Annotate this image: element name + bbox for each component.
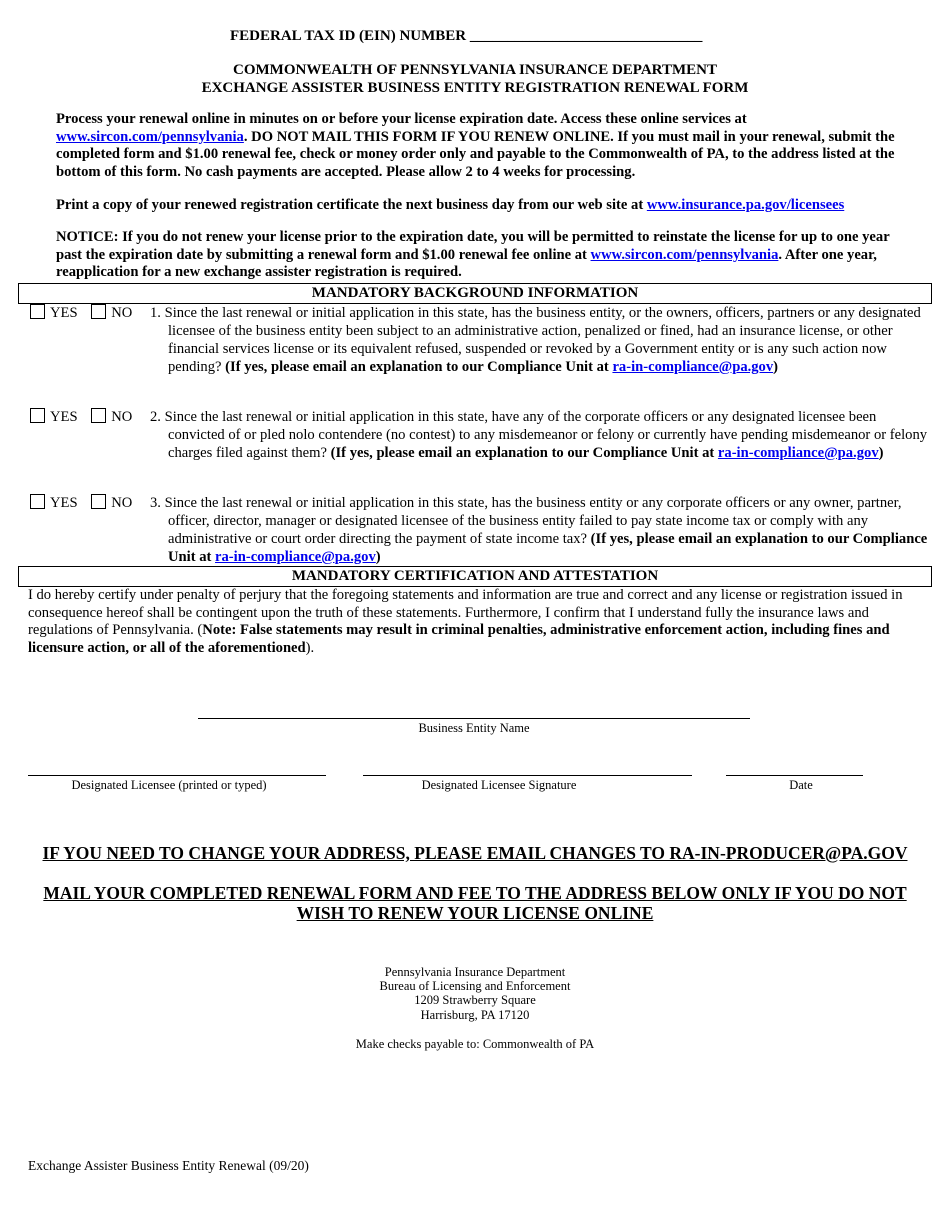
question-3: 3. Since the last renewal or initial application in this state, has the business entity or any corporate officers or any owner, partner, officer, director, manager or designated licensee of the business entity failed to pay state income tax or comply with any administrative or court order directing the payment of state income tax? (If yes, please email an explanation to our Compliance Unit at ra-in-compliance@pa.gov) <box>150 495 928 565</box>
form-title-line1: COMMONWEALTH OF PENNSYLVANIA INSURANCE DEPARTMENT <box>233 62 717 78</box>
form-footer-id: Exchange Assister Business Entity Renewal (09/20) <box>28 1158 309 1173</box>
address-line-4: Harrisburg, PA 17120 <box>420 1008 530 1022</box>
date-label: Date <box>789 778 813 792</box>
notice-paragraph: NOTICE: If you do not renew your license prior to the expiration date, you will be permitted to reinstate the license for up to one year past the expiration date by submitting a renewal form and $1.00 renewal fee online at www.sircon.com/pennsylvania. After one year, reapplication for a new exchange assister registration is required. <box>56 229 890 281</box>
licensees-link[interactable]: www.insurance.pa.gov/licensees <box>646 197 845 213</box>
address-change-notice: IF YOU NEED TO CHANGE YOUR ADDRESS, PLEASE EMAIL CHANGES TO RA-IN-PRODUCER@PA.GOV <box>42 843 908 863</box>
yes-label: YES <box>50 305 78 321</box>
intro-paragraph-1: Process your renewal online in minutes on or before your license expiration date. Access these online services at www.sircon.com/pennsylvania. DO NOT MAIL THIS FORM IF YOU RENEW ONLINE. If you must mail in your renewal, submit the completed form and $1.00 renewal fee, check or money order only and payable to the Commonwealth of PA, to the address listed at the bottom of this form. No cash payments are accepted. Please allow 2 to 4 weeks for processing. <box>56 111 895 180</box>
certification-text: I do hereby certify under penalty of perjury that the foregoing statements and information are true and correct and any license or registration issued in consequence hereof shall be contingent upon the truth of these statements. Furthermore, I confirm that I understand fully the insurance laws and regulations of Pennsylvania. (Note: False statements may result in criminal penalties, administrative enforcement action, including fines and licensure action, or all of the aforementioned). <box>28 587 903 656</box>
q3-no-checkbox[interactable] <box>91 494 106 509</box>
address-line-2: Bureau of Licensing and Enforcement <box>379 979 571 993</box>
q2-answer-group <box>30 408 132 426</box>
q2-yes-checkbox[interactable] <box>30 408 45 423</box>
mail-notice-line2: WISH TO RENEW YOUR LICENSE ONLINE <box>296 903 654 923</box>
date-line[interactable] <box>726 775 863 776</box>
ein-number-field[interactable]: FEDERAL TAX ID (EIN) NUMBER _______________________________ <box>230 28 703 44</box>
q2-no-checkbox[interactable] <box>91 408 106 423</box>
licensee-signature-label: Designated Licensee Signature <box>421 778 577 792</box>
yes-label: YES <box>50 495 78 511</box>
compliance-email-link-q3[interactable]: ra-in-compliance@pa.gov <box>215 549 376 565</box>
q1-no-checkbox[interactable] <box>91 304 106 319</box>
address-line-3: 1209 Strawberry Square <box>414 993 536 1007</box>
licensee-signature-line[interactable] <box>363 775 692 776</box>
compliance-email-link-q2[interactable]: ra-in-compliance@pa.gov <box>717 445 879 461</box>
checks-payable-text: Make checks payable to: Commonwealth of PA <box>355 1037 595 1051</box>
yes-label: YES <box>50 409 78 425</box>
no-label: NO <box>111 495 133 511</box>
mail-notice-line1: MAIL YOUR COMPLETED RENEWAL FORM AND FEE TO THE ADDRESS BELOW ONLY IF YOU DO NOT <box>43 883 907 903</box>
licensee-printed-label: Designated Licensee (printed or typed) <box>71 778 267 792</box>
certification-section-heading: MANDATORY CERTIFICATION AND ATTESTATION <box>18 566 932 587</box>
address-line-1: Pennsylvania Insurance Department <box>384 965 566 979</box>
q3-answer-group <box>30 494 132 512</box>
no-label: NO <box>111 305 133 321</box>
sircon-link[interactable]: www.sircon.com/pennsylvania <box>56 128 244 145</box>
q1-yes-checkbox[interactable] <box>30 304 45 319</box>
q1-answer-group <box>30 304 132 322</box>
form-title-line2: EXCHANGE ASSISTER BUSINESS ENTITY REGISTRATION RENEWAL FORM <box>201 80 749 96</box>
licensee-printed-line[interactable] <box>28 775 326 776</box>
compliance-email-link-q1[interactable]: ra-in-compliance@pa.gov <box>612 359 774 375</box>
question-1: 1. Since the last renewal or initial application in this state, has the business entity, or the owners, officers, partners or any designated licensee of the business entity been subject to an administrative action, penalized or fined, had an insurance license, or other financial services license or its equivalent refused, suspended or revoked by a Government entity or is any such action now pending? (If yes, please email an explanation to our Compliance Unit at ra-in-compliance@pa.gov) <box>150 305 921 375</box>
sircon-link-notice[interactable]: www.sircon.com/pennsylvania <box>590 246 779 263</box>
q3-yes-checkbox[interactable] <box>30 494 45 509</box>
business-entity-name-line[interactable] <box>198 718 750 719</box>
business-entity-name-label: Business Entity Name <box>418 721 530 735</box>
intro-paragraph-2: Print a copy of your renewed registration certificate the next business day from our web site at www.insurance.pa.gov/licensees <box>56 197 845 213</box>
question-2: 2. Since the last renewal or initial application in this state, have any of the corporate officers or any designated licensee been convicted of or pled nolo contendere (no contest) to any misdemeanor or felony or currently have pending misdemeanor or felony charges filed against them? (If yes, please email an explanation to our Compliance Unit at ra-in-compliance@pa.gov) <box>150 409 928 461</box>
no-label: NO <box>111 409 133 425</box>
background-section-heading: MANDATORY BACKGROUND INFORMATION <box>18 283 932 304</box>
